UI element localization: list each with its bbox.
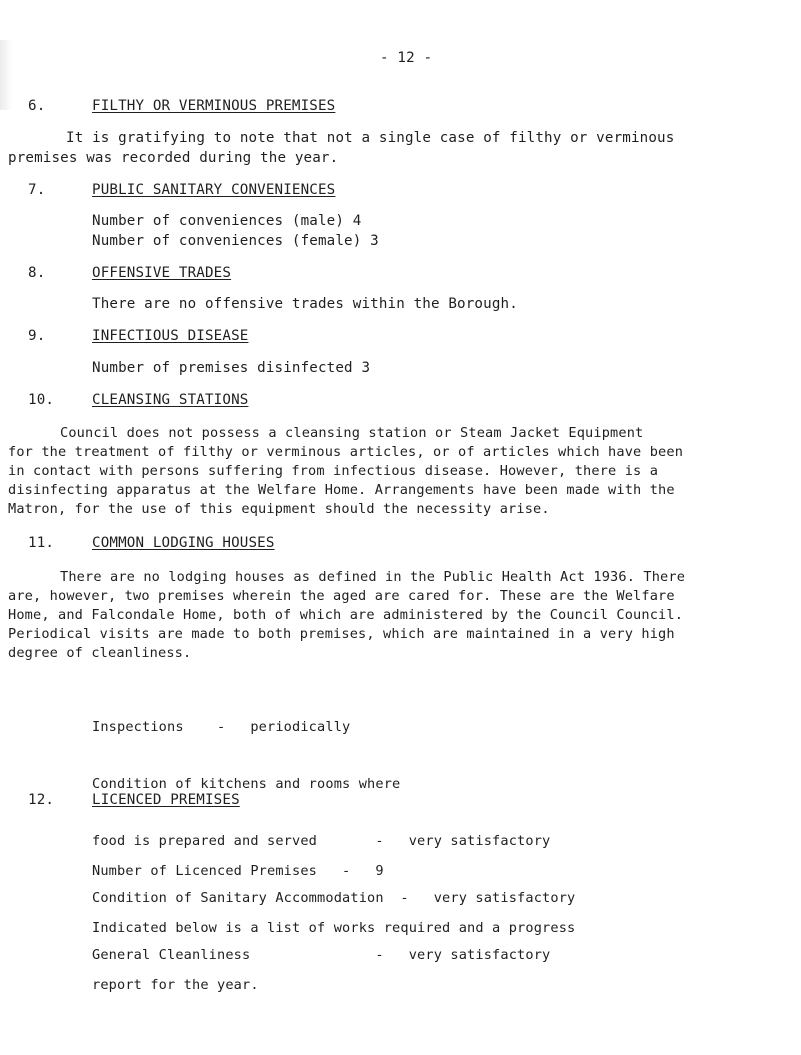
section-number: 9. xyxy=(28,328,46,344)
section-number: 12. xyxy=(28,792,55,808)
section-number: 7. xyxy=(28,182,46,198)
body-line: Number of conveniences (female) 3 xyxy=(92,233,379,249)
body-line: disinfecting apparatus at the Welfare Home. Arrangements have been made with the xyxy=(8,482,675,498)
section-heading: FILTHY OR VERMINOUS PREMISES xyxy=(92,98,336,114)
body-line: Matron, for the use of this equipment should the necessity arise. xyxy=(8,501,550,517)
body-line: It is gratifying to note that not a single case of filthy or verminous xyxy=(66,130,675,146)
section-heading: OFFENSIVE TRADES xyxy=(92,265,232,281)
body-line: Home, and Falcondale Home, both of which are administered by the Council Council. xyxy=(8,607,684,623)
inspection-line: Condition of Sanitary Accommodation - very satisfactory xyxy=(92,890,576,906)
body-line: in contact with persons suffering from infectious disease. However, there is a xyxy=(8,463,659,479)
section-number: 6. xyxy=(28,98,46,114)
paragraph-licenced-premises xyxy=(92,824,575,1033)
section-heading: LICENCED PREMISES xyxy=(92,792,240,808)
section-number: 8. xyxy=(28,265,46,281)
section-heading: COMMON LODGING HOUSES xyxy=(92,535,275,551)
section-heading: PUBLIC SANITARY CONVENIENCES xyxy=(92,182,336,198)
section-heading: CLEANSING STATIONS xyxy=(92,392,249,408)
body-line: for the treatment of filthy or verminous articles, or of articles which have been xyxy=(8,444,684,460)
paragraph-lodging-houses xyxy=(8,568,685,663)
section-heading: INFECTIOUS DISEASE xyxy=(92,328,249,344)
inspection-line: food is prepared and served - very satisfactory xyxy=(92,833,551,849)
body-line: Number of Licenced Premises - 9 xyxy=(92,863,384,879)
body-line: degree of cleanliness. xyxy=(8,645,192,661)
body-line: There are no lodging houses as defined in the Public Health Act 1936. There xyxy=(60,569,686,585)
inspection-line: General Cleanliness - very satisfactory xyxy=(92,947,551,963)
body-line: There are no offensive trades within the Borough. xyxy=(92,296,518,312)
body-line: are, however, two premises wherein the aged are cared for. These are the Welfare xyxy=(8,588,675,604)
scan-shadow xyxy=(0,40,12,110)
body-line: Council does not possess a cleansing station or Steam Jacket Equipment xyxy=(60,425,644,441)
inspection-line: Inspections - periodically xyxy=(92,719,351,735)
section-number: 10. xyxy=(28,392,55,408)
inspection-line: Condition of kitchens and rooms where xyxy=(92,776,401,792)
body-line: Periodical visits are made to both premises, which are maintained in a very high xyxy=(8,626,675,642)
body-line: premises was recorded during the year. xyxy=(8,150,339,166)
section-number: 11. xyxy=(28,535,55,551)
body-line: Indicated below is a list of works required and a progress xyxy=(92,920,576,936)
body-line: report for the year. xyxy=(92,977,259,993)
page-number: - 12 - xyxy=(380,50,433,66)
body-line: Number of premises disinfected 3 xyxy=(92,360,371,376)
paragraph-cleansing-stations xyxy=(8,424,683,519)
body-line: Number of conveniences (male) 4 xyxy=(92,213,362,229)
